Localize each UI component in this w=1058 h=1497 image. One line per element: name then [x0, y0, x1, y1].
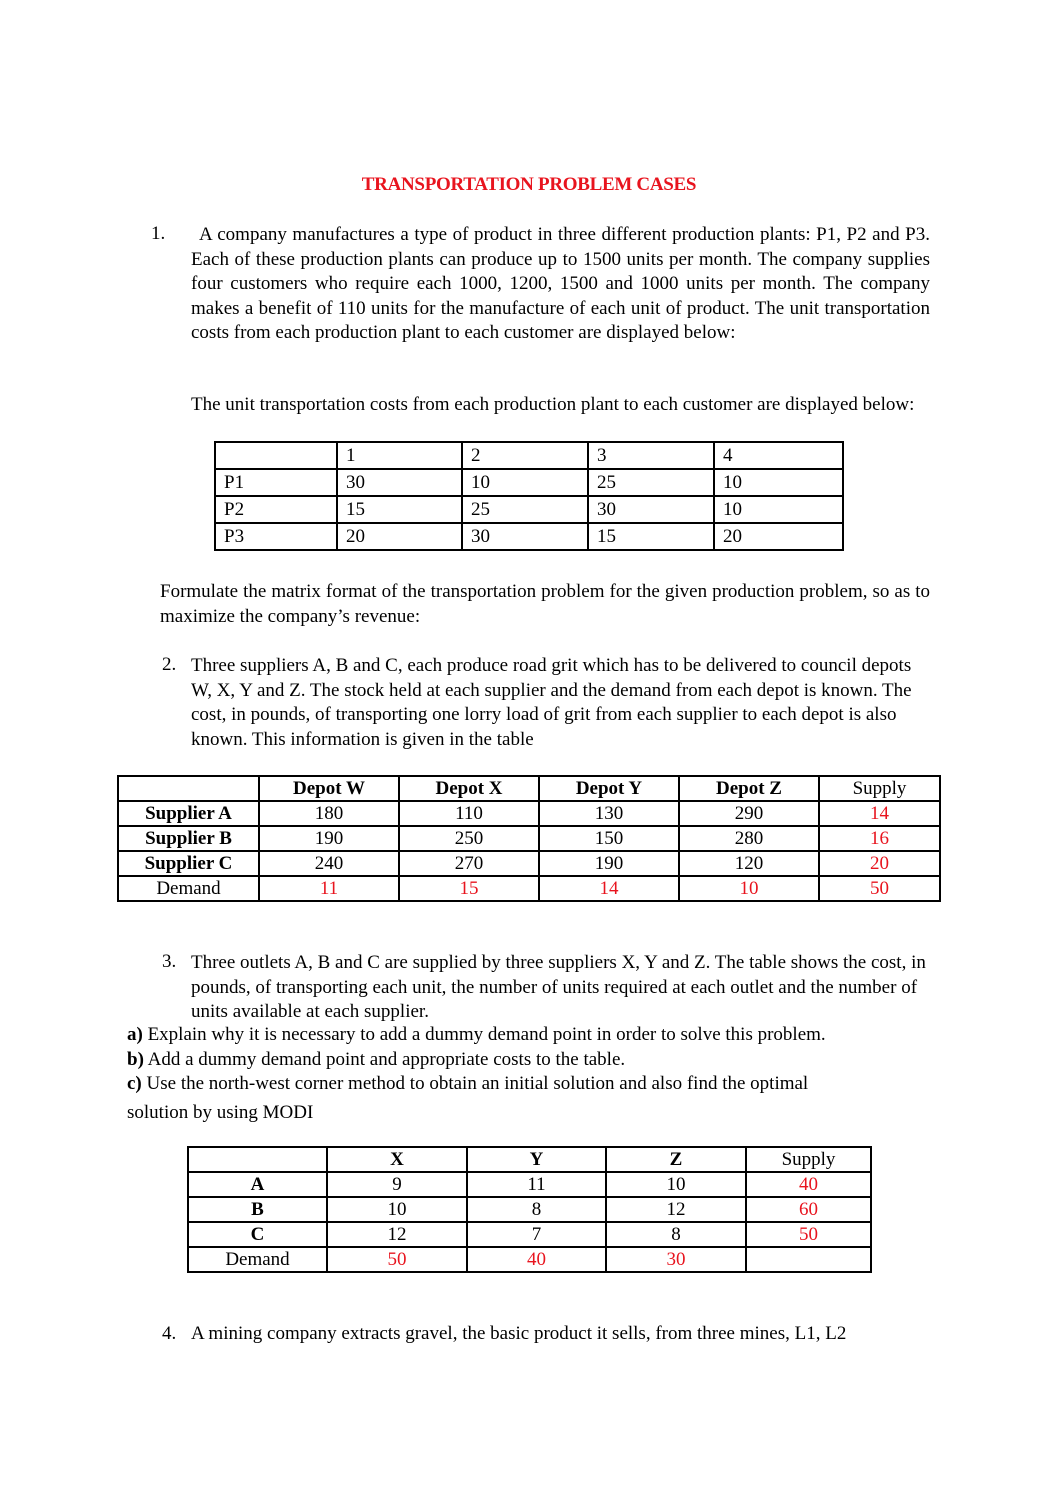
formulate-text: Formulate the matrix format of the transportation problem for the given production problem, so as to maximize the company’s revenue: [160, 581, 930, 627]
table-row [215, 469, 843, 496]
part-a-text: Explain why it is necessary to add a dummy demand point in order to solve this problem. [142, 1024, 826, 1045]
table-cell: C [188, 1222, 327, 1247]
table-cell: 150 [539, 826, 679, 851]
table-cell: 15 [399, 876, 539, 901]
table-demand-row [188, 1247, 871, 1272]
table-cell: 14 [539, 876, 679, 901]
question-1-text-2: The unit transportation costs from each production plant to each customer are displayed below: [191, 394, 915, 415]
table-cell: 50 [327, 1247, 467, 1272]
table-cell [118, 776, 259, 801]
table-cell: 20 [714, 523, 843, 550]
question-3-text: Three outlets A, B and C are supplied by three suppliers X, Y and Z. The table shows the cost, in pounds, of transporting each unit, the number of units required at each outlet and the number of units available at each supplier. [191, 952, 926, 1022]
table-cell: 30 [462, 523, 588, 550]
table-cell: 190 [539, 851, 679, 876]
table-cell: 10 [679, 876, 819, 901]
table-cell: 30 [588, 496, 714, 523]
part-b-text: Add a dummy demand point and appropriate costs to the table. [143, 1049, 626, 1070]
part-c-text: Use the north-west corner method to obtain an initial solution and also find the optimal [141, 1073, 809, 1094]
part-c-text-2: solution by using MODI [127, 1102, 314, 1123]
table-cell: 10 [462, 469, 588, 496]
table-cell: B [188, 1197, 327, 1222]
table-cell: 180 [259, 801, 399, 826]
table-header-row [215, 442, 843, 469]
table-cell: 25 [588, 469, 714, 496]
table-cell: 25 [462, 496, 588, 523]
table-cell: 270 [399, 851, 539, 876]
table-header-row [188, 1147, 871, 1172]
table-cell: P1 [215, 469, 337, 496]
depot-table [117, 775, 941, 902]
table-cell: 250 [399, 826, 539, 851]
page-title: TRANSPORTATION PROBLEM CASES [361, 174, 697, 195]
table-cell: 2 [462, 442, 588, 469]
table-cell: 10 [714, 469, 843, 496]
table-row [188, 1222, 871, 1247]
table-cell: 15 [337, 496, 462, 523]
table-cell: 290 [679, 801, 819, 826]
table-cell: 120 [679, 851, 819, 876]
table-cell: 240 [259, 851, 399, 876]
table-cell: Supplier B [118, 826, 259, 851]
table-cell: 4 [714, 442, 843, 469]
table-cell: 12 [606, 1197, 746, 1222]
question-3-number: 3. [162, 951, 177, 972]
table-cell: 8 [606, 1222, 746, 1247]
table-row [215, 523, 843, 550]
table-cell: 8 [467, 1197, 606, 1222]
table-cell: 10 [606, 1172, 746, 1197]
table-cell: Supply [819, 776, 940, 801]
table-cell: Demand [118, 876, 259, 901]
table-cell: 60 [746, 1197, 871, 1222]
table-cell: Depot W [259, 776, 399, 801]
table-row [118, 826, 940, 851]
table-header-row [118, 776, 940, 801]
question-1-number: 1. [151, 223, 166, 244]
table-row [188, 1197, 871, 1222]
table-cell: 50 [819, 876, 940, 901]
table-cell: 40 [467, 1247, 606, 1272]
part-c [127, 1073, 808, 1095]
table-cell: 1 [337, 442, 462, 469]
table-cell [188, 1147, 327, 1172]
table-demand-row [118, 876, 940, 901]
table-cell: 7 [467, 1222, 606, 1247]
table-cell: 16 [819, 826, 940, 851]
table-cell: Supply [746, 1147, 871, 1172]
table-row [188, 1172, 871, 1197]
table-cell [215, 442, 337, 469]
table-cell: 30 [337, 469, 462, 496]
table-cell: 20 [819, 851, 940, 876]
table-cell: P2 [215, 496, 337, 523]
question-2-text: Three suppliers A, B and C, each produce road grit which has to be delivered to council depots W, X, Y and Z. The stock held at each supplier and the demand from each depot is known. The cost, in pounds, of transporting one lorry load of grit from each supplier to each depot is also known. This information is given in the table [191, 655, 912, 750]
table-cell: 190 [259, 826, 399, 851]
table-cell: 10 [327, 1197, 467, 1222]
table-cell [746, 1247, 871, 1272]
table-cell: Depot X [399, 776, 539, 801]
table-cell: 20 [337, 523, 462, 550]
table-cell: Supplier A [118, 801, 259, 826]
table-cell: 9 [327, 1172, 467, 1197]
table-cell: Demand [188, 1247, 327, 1272]
table-cell: Y [467, 1147, 606, 1172]
table-row [215, 496, 843, 523]
part-a [127, 1024, 826, 1046]
table-cell: Z [606, 1147, 746, 1172]
table-cell: 10 [714, 496, 843, 523]
part-b-label: b) [127, 1049, 144, 1070]
table-cell: 30 [606, 1247, 746, 1272]
table-cell: 15 [588, 523, 714, 550]
table-cell: 11 [259, 876, 399, 901]
table-cell: Depot Z [679, 776, 819, 801]
table-cell: 50 [746, 1222, 871, 1247]
table-cell: 14 [819, 801, 940, 826]
table-cell: 40 [746, 1172, 871, 1197]
outlet-table [187, 1146, 872, 1273]
question-4-text: A mining company extracts gravel, the basic product it sells, from three mines, L1, L2 [191, 1323, 847, 1344]
table-cell: A [188, 1172, 327, 1197]
table-cell: Supplier C [118, 851, 259, 876]
table-cell: Depot Y [539, 776, 679, 801]
table-cell: 280 [679, 826, 819, 851]
table-cell: P3 [215, 523, 337, 550]
part-b [127, 1049, 625, 1071]
table-cell: 110 [399, 801, 539, 826]
cost-table-1 [214, 441, 844, 551]
table-row [118, 801, 940, 826]
table-cell: 11 [467, 1172, 606, 1197]
table-cell: 130 [539, 801, 679, 826]
part-c-label: c) [127, 1073, 142, 1094]
table-cell: 12 [327, 1222, 467, 1247]
part-a-label: a) [127, 1024, 143, 1045]
table-row [118, 851, 940, 876]
question-1-text: A company manufactures a type of product in three different production plants: P1, P2 and P3. Each of these production plants can produce up to 1500 units per month. The company supplies four customers who require each 1000, 1200, 1500 and 1000 units per month. The company makes a benefit of 110 units for the manufacture of each unit of product. The unit transportation costs from each production plant to each customer are displayed below: [191, 224, 930, 343]
question-4-number: 4. [162, 1323, 177, 1344]
table-cell: X [327, 1147, 467, 1172]
table-cell: 3 [588, 442, 714, 469]
question-2-number: 2. [162, 654, 177, 675]
